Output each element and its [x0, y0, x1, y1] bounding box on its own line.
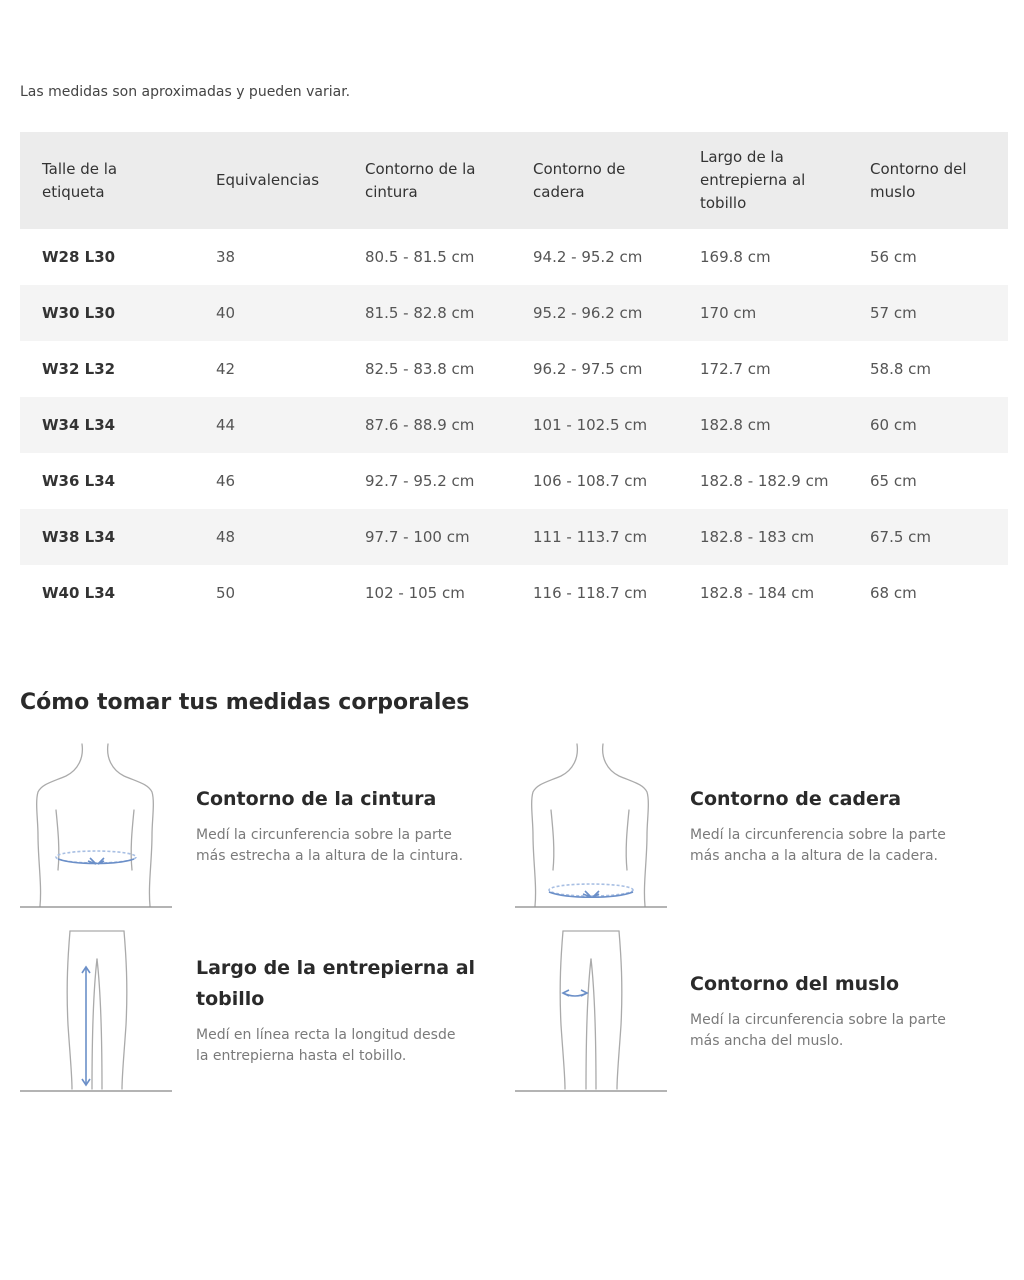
header-hip: Contorno de cadera: [533, 132, 700, 229]
cell-hip: 116 - 118.7 cm: [533, 584, 648, 602]
table-row: [20, 341, 1008, 397]
cell-label: W38 L34: [20, 509, 216, 565]
cell-thigh: 57 cm: [870, 285, 1008, 341]
cell-waist: 92.7 - 95.2 cm: [365, 472, 475, 490]
cell-equivalence: 38: [216, 248, 236, 266]
cell-hip: 94.2 - 95.2 cm: [533, 248, 643, 266]
legs-thigh-icon: [515, 925, 670, 1095]
header-equivalences: Equivalencias: [216, 132, 365, 229]
measure-inseam: [20, 925, 500, 1095]
cell-hip: 106 - 108.7 cm: [533, 472, 648, 490]
cell-label: W34 L34: [20, 397, 216, 453]
size-table: [20, 132, 1008, 621]
cell-inseam: 170 cm: [700, 285, 870, 341]
cell-thigh: 68 cm: [870, 584, 917, 602]
header-label: Talle de la etiqueta: [20, 132, 216, 229]
cell-thigh: 65 cm: [870, 472, 917, 490]
cell-equivalence: 44: [216, 397, 365, 453]
cell-equivalence: 42: [216, 360, 236, 378]
header-waist: Contorno de la cintura: [365, 132, 533, 229]
cell-hip: 111 - 113.7 cm: [533, 509, 700, 565]
cell-thigh: 56 cm: [870, 248, 917, 266]
table-row: [20, 453, 1008, 509]
cell-inseam: 182.8 - 182.9 cm: [700, 472, 829, 490]
measure-hip-desc: Medí la circunferencia sobre la parte más ancha a la altura de la cadera.: [690, 827, 946, 864]
cell-equivalence: 48: [216, 509, 365, 565]
cell-waist: 82.5 - 83.8 cm: [365, 360, 475, 378]
cell-hip: 95.2 - 96.2 cm: [533, 285, 700, 341]
measure-inseam-title: Largo de la entrepierna al tobillo: [196, 957, 476, 1010]
measure-hip: [515, 740, 995, 910]
table-row: [20, 509, 1008, 565]
cell-waist: 87.6 - 88.9 cm: [365, 397, 533, 453]
cell-inseam: 182.8 - 183 cm: [700, 509, 870, 565]
measure-waist-desc: Medí la circunferencia sobre la parte más estrecha a la altura de la cintura.: [196, 827, 464, 864]
measure-inseam-desc: Medí en línea recta la longitud desde la entrepierna hasta el tobillo.: [196, 1027, 456, 1064]
cell-inseam: 172.7 cm: [700, 360, 771, 378]
measure-thigh-title: Contorno del muslo: [690, 973, 900, 995]
measure-hip-title: Contorno de cadera: [690, 788, 902, 810]
table-row: [20, 285, 1008, 341]
torso-hip-icon: [515, 740, 670, 910]
cell-label: W40 L34: [42, 584, 116, 602]
measure-thigh-desc: Medí la circunferencia sobre la parte más ancha del muslo.: [690, 1012, 946, 1049]
cell-equivalence: 46: [216, 472, 236, 490]
cell-equivalence: 50: [216, 584, 236, 602]
table-row: [20, 565, 1008, 621]
cell-waist: 80.5 - 81.5 cm: [365, 248, 475, 266]
how-to-measure-title: Cómo tomar tus medidas corporales: [20, 690, 470, 715]
cell-inseam: 182.8 - 184 cm: [700, 584, 815, 602]
cell-inseam: 169.8 cm: [700, 248, 771, 266]
measure-thigh: [515, 925, 995, 1095]
legs-inseam-icon: [20, 925, 175, 1095]
cell-label: W36 L34: [42, 472, 116, 490]
cell-waist: 102 - 105 cm: [365, 584, 465, 602]
cell-label: W32 L32: [42, 360, 116, 378]
header-inseam: Largo de la entrepierna al tobillo: [700, 132, 870, 229]
table-header-row: [20, 132, 1008, 229]
measure-waist-title: Contorno de la cintura: [196, 788, 437, 810]
cell-thigh: 58.8 cm: [870, 360, 932, 378]
cell-label: W30 L30: [20, 285, 216, 341]
table-row: [20, 397, 1008, 453]
size-disclaimer: Las medidas son aproximadas y pueden variar.: [20, 84, 351, 100]
measure-waist: [20, 740, 500, 910]
header-thigh: Contorno del muslo: [870, 132, 1008, 229]
cell-hip: 96.2 - 97.5 cm: [533, 360, 643, 378]
cell-thigh: 67.5 cm: [870, 509, 1008, 565]
cell-hip: 101 - 102.5 cm: [533, 397, 700, 453]
cell-waist: 97.7 - 100 cm: [365, 509, 533, 565]
cell-label: W28 L30: [42, 248, 116, 266]
cell-waist: 81.5 - 82.8 cm: [365, 285, 533, 341]
cell-equivalence: 40: [216, 285, 365, 341]
torso-waist-icon: [20, 740, 175, 910]
table-row: [20, 229, 1008, 285]
cell-inseam: 182.8 cm: [700, 397, 870, 453]
cell-thigh: 60 cm: [870, 397, 1008, 453]
